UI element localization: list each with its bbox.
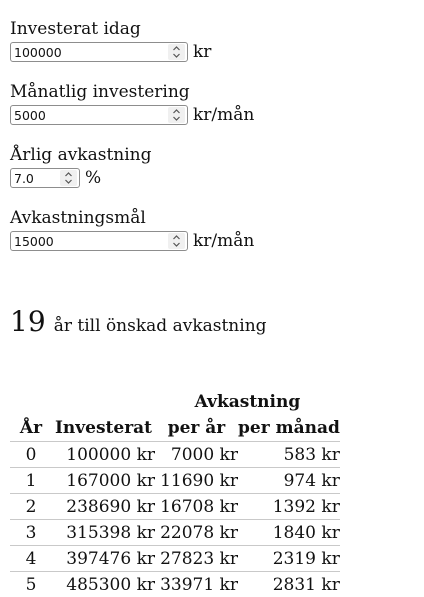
monthly-row: [10, 104, 254, 126]
invested-field: [10, 19, 211, 63]
monthly-input[interactable]: [10, 105, 188, 125]
cell-invested: 238690 kr: [52, 494, 155, 520]
table-row: [10, 520, 340, 546]
spinner-arrows-icon: [172, 108, 181, 122]
cell-per-month: 1392 kr: [238, 494, 340, 520]
result-line: [10, 305, 267, 338]
spinner-arrows-icon: [172, 234, 181, 248]
goal-row: [10, 230, 254, 252]
cell-per-year: 22078 kr: [155, 520, 238, 546]
goal-value: 15000: [14, 234, 168, 249]
spinner-arrows-icon: [172, 45, 181, 59]
invested-label: Investerat idag: [10, 19, 211, 41]
col-year-header: År: [10, 415, 52, 442]
invested-input[interactable]: [10, 42, 188, 62]
goal-label: Avkastningsmål: [10, 208, 254, 230]
table-row: [10, 442, 340, 468]
return-group-header: Avkastning: [155, 389, 340, 415]
cell-invested: 167000 kr: [52, 468, 155, 494]
monthly-unit: kr/mån: [193, 105, 254, 125]
cell-invested: 100000 kr: [52, 442, 155, 468]
result-years: 19: [10, 305, 46, 338]
goal-unit: kr/mån: [193, 231, 254, 251]
cell-per-month: 2319 kr: [238, 546, 340, 572]
cell-invested: 397476 kr: [52, 546, 155, 572]
cell-year: 4: [10, 546, 52, 572]
cell-per-month: 583 kr: [238, 442, 340, 468]
col-invested-header: Investerat: [52, 415, 155, 442]
table-row: [10, 468, 340, 494]
cell-per-year: 16708 kr: [155, 494, 238, 520]
goal-spinner[interactable]: [168, 233, 185, 249]
yearly-return-field: [10, 145, 152, 189]
table-header-row: [10, 415, 340, 442]
cell-invested: 315398 kr: [52, 520, 155, 546]
goal-field: [10, 208, 254, 252]
invested-value: 100000: [14, 45, 168, 60]
spinner-arrows-icon: [64, 171, 73, 185]
monthly-label: Månatlig investering: [10, 82, 254, 104]
table-row: [10, 546, 340, 572]
cell-year: 1: [10, 468, 52, 494]
monthly-value: 5000: [14, 108, 168, 123]
cell-per-year: 11690 kr: [155, 468, 238, 494]
yearly-return-spinner[interactable]: [60, 170, 77, 186]
table-row: [10, 494, 340, 520]
cell-year: 2: [10, 494, 52, 520]
col-per-month-header: per månad: [238, 415, 340, 442]
cell-invested: 485300 kr: [52, 572, 155, 597]
cell-per-month: 2831 kr: [238, 572, 340, 597]
table-row: [10, 572, 340, 597]
col-per-year-header: per år: [155, 415, 238, 442]
yearly-return-value: 7.0: [14, 171, 60, 186]
cell-year: 3: [10, 520, 52, 546]
cell-year: 0: [10, 442, 52, 468]
cell-per-year: 33971 kr: [155, 572, 238, 597]
yearly-return-input[interactable]: [10, 168, 80, 188]
yearly-return-unit: %: [85, 168, 101, 188]
cell-per-month: 974 kr: [238, 468, 340, 494]
cell-per-month: 1840 kr: [238, 520, 340, 546]
projection-table: [10, 389, 340, 597]
cell-per-year: 27823 kr: [155, 546, 238, 572]
monthly-spinner[interactable]: [168, 107, 185, 123]
cell-year: 5: [10, 572, 52, 597]
result-text: år till önskad avkastning: [54, 316, 267, 336]
goal-input[interactable]: [10, 231, 188, 251]
table-group-header-row: [10, 389, 340, 415]
monthly-field: [10, 82, 254, 126]
yearly-return-label: Årlig avkastning: [10, 145, 152, 167]
cell-per-year: 7000 kr: [155, 442, 238, 468]
invested-unit: kr: [193, 42, 211, 62]
invested-row: [10, 41, 211, 63]
yearly-return-row: [10, 167, 152, 189]
invested-spinner[interactable]: [168, 44, 185, 60]
